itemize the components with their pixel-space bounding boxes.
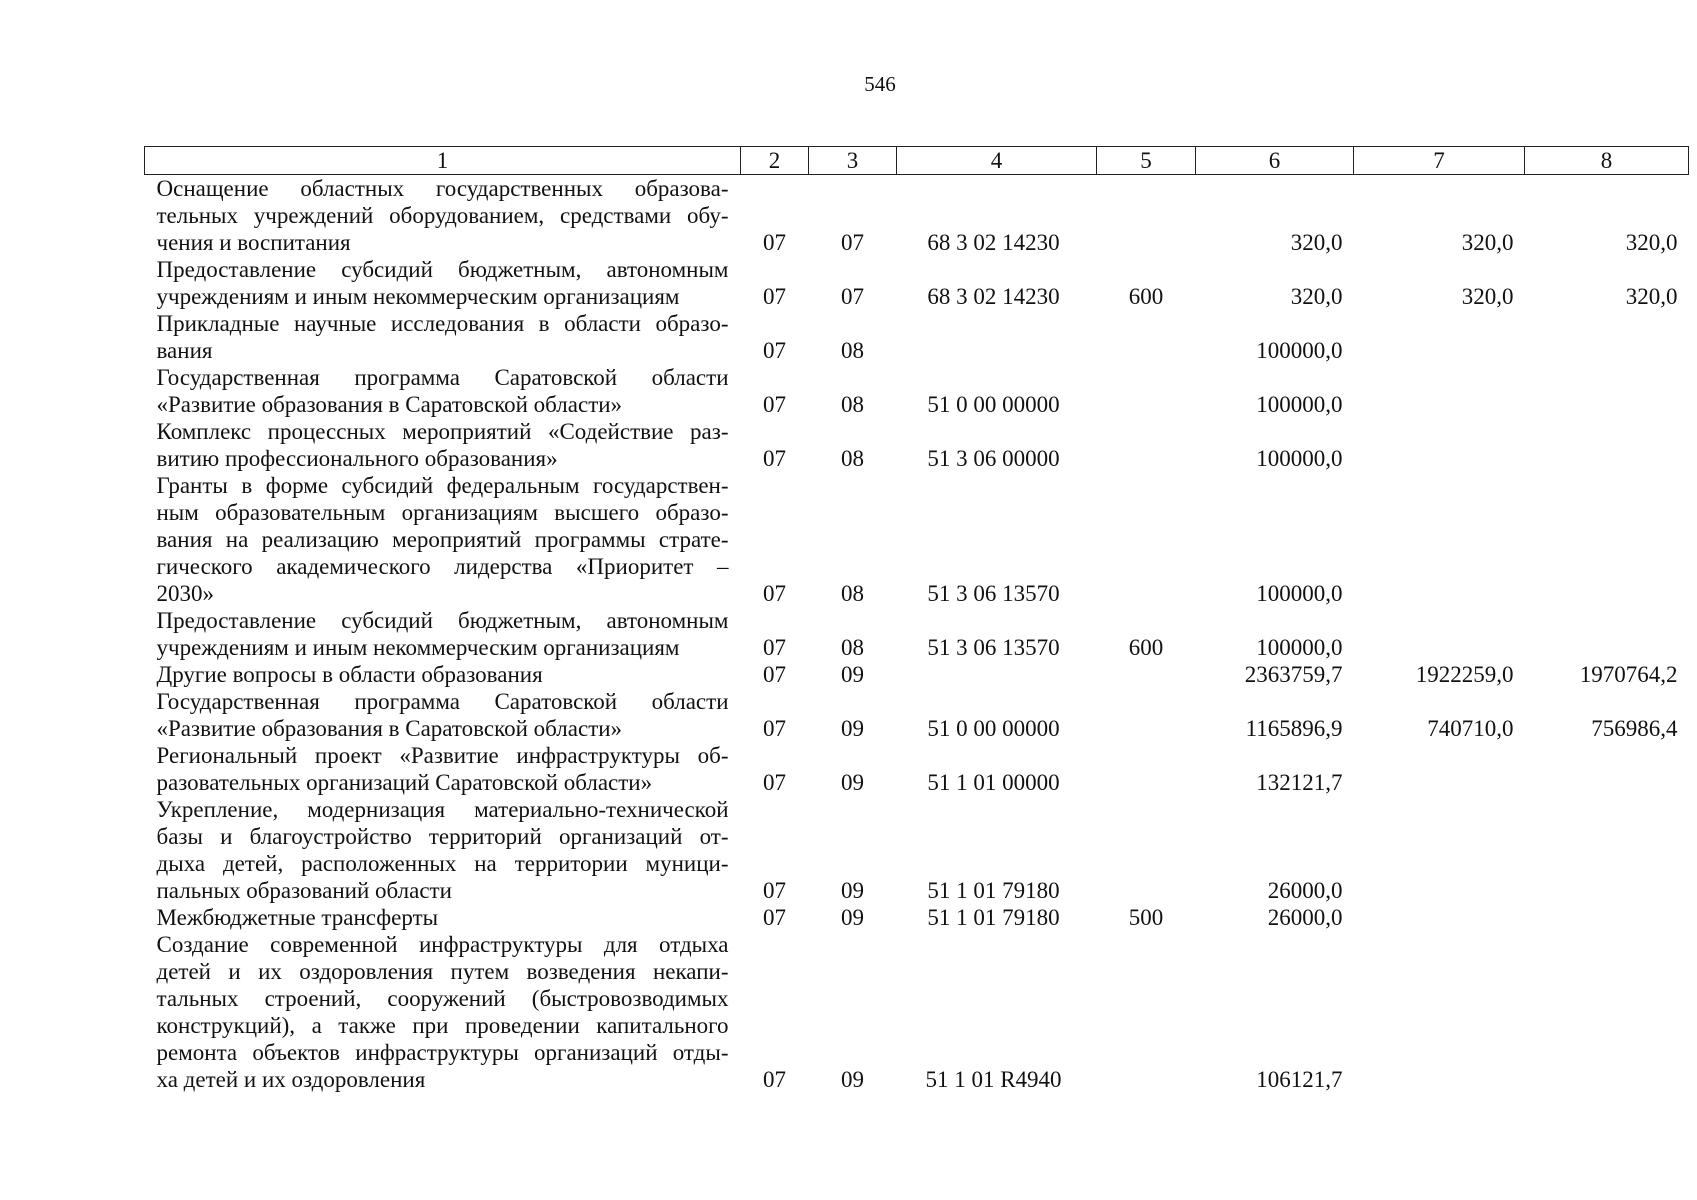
row-name-line: вания на реализацию мероприятий программы страте- <box>156 527 729 552</box>
cell-podrazdel: 09 <box>841 662 864 687</box>
cell-sum-col7 <box>1354 364 1525 418</box>
cell-target-article: 51 1 01 R4940 <box>925 1067 1062 1092</box>
cell-podrazdel: 07 <box>841 284 864 309</box>
header-col-3: 3 <box>809 147 897 175</box>
cell-razdel: 07 <box>763 905 786 930</box>
header-col-6: 6 <box>1196 147 1354 175</box>
row-name-line: Комплекс процессных мероприятий «Содействие раз- <box>156 419 729 444</box>
cell-sum-col7 <box>1354 418 1525 472</box>
cell-sum-col8 <box>1525 796 1689 904</box>
row-name-line: детей и их оздоровления путем возведения некапи- <box>156 959 729 984</box>
cell-podrazdel: 09 <box>841 716 864 741</box>
row-name <box>145 310 741 364</box>
cell-sum-col6: 1165896,9 <box>1245 716 1343 741</box>
table-row <box>145 607 1689 661</box>
row-name-line: Межбюджетные трансферты <box>156 905 439 930</box>
cell-sum-col7 <box>1354 931 1525 1093</box>
row-name <box>145 904 741 931</box>
cell-sum-col8: 320,0 <box>1625 230 1678 255</box>
row-name <box>145 796 741 904</box>
table-header <box>145 147 1689 175</box>
cell-target-article: 51 3 06 13570 <box>927 581 1060 606</box>
table-row <box>145 742 1689 796</box>
row-name-line: Предоставление субсидий бюджетным, автономным <box>156 257 729 282</box>
cell-expense-type <box>1097 310 1196 364</box>
row-name-line: Государственная программа Саратовской области <box>156 365 729 390</box>
cell-sum-col8 <box>1525 931 1689 1093</box>
row-name-line: Укрепление, модернизация материально-технической <box>156 797 729 822</box>
cell-sum-col7: 320,0 <box>1461 230 1514 255</box>
table-row <box>145 256 1689 310</box>
cell-sum-col6: 320,0 <box>1290 284 1343 309</box>
row-name-line: Другие вопросы в области образования <box>156 662 543 687</box>
cell-expense-type <box>1097 742 1196 796</box>
cell-podrazdel: 08 <box>841 446 864 471</box>
header-row <box>145 147 1689 175</box>
cell-sum-col6: 132121,7 <box>1256 770 1343 795</box>
cell-expense-type <box>1097 364 1196 418</box>
cell-expense-type <box>1097 472 1196 607</box>
cell-podrazdel: 09 <box>841 878 864 903</box>
cell-sum-col6: 106121,7 <box>1256 1067 1343 1092</box>
cell-sum-col8 <box>1525 742 1689 796</box>
cell-razdel: 07 <box>763 284 786 309</box>
row-name <box>145 364 741 418</box>
row-name-line: вания <box>156 338 213 363</box>
row-name <box>145 688 741 742</box>
row-name-line: тельных учреждений оборудованием, средствами обу- <box>156 203 729 228</box>
cell-podrazdel: 07 <box>841 230 864 255</box>
header-col-5: 5 <box>1097 147 1196 175</box>
cell-expense-type: 500 <box>1128 905 1164 930</box>
cell-razdel: 07 <box>763 1067 786 1092</box>
cell-sum-col7: 1922259,0 <box>1415 662 1514 687</box>
row-name-line: Региональный проект «Развитие инфраструктуры об- <box>156 743 729 768</box>
row-name <box>145 175 741 257</box>
cell-target-article: 51 1 01 79180 <box>927 905 1060 930</box>
table-row <box>145 418 1689 472</box>
table-row <box>145 310 1689 364</box>
row-name-line: 2030» <box>156 581 214 606</box>
cell-sum-col6: 100000,0 <box>1256 446 1343 471</box>
row-name-line: Прикладные научные исследования в области образо- <box>156 311 729 336</box>
cell-sum-col7: 320,0 <box>1461 284 1514 309</box>
cell-razdel: 07 <box>763 581 786 606</box>
cell-sum-col8: 1970764,2 <box>1579 662 1678 687</box>
table-body <box>145 175 1689 1094</box>
row-name-line: разовательных организаций Саратовской области» <box>156 770 653 795</box>
cell-target-article: 51 0 00 00000 <box>927 392 1060 417</box>
cell-razdel: 07 <box>763 230 786 255</box>
cell-sum-col6: 320,0 <box>1290 230 1343 255</box>
cell-sum-col8: 756986,4 <box>1591 716 1678 741</box>
row-name <box>145 418 741 472</box>
row-name-line: чения и воспитания <box>156 230 351 255</box>
row-name <box>145 742 741 796</box>
cell-sum-col6: 100000,0 <box>1256 635 1343 660</box>
row-name-line: «Развитие образования в Саратовской области» <box>156 392 623 417</box>
row-name-line: пальных образований области <box>156 878 452 903</box>
page-number: 546 <box>864 72 896 96</box>
cell-sum-col8 <box>1525 472 1689 607</box>
row-name-line: гического академического лидерства «Приоритет – <box>156 554 729 579</box>
table-row <box>145 796 1689 904</box>
table-row <box>145 688 1689 742</box>
row-name-line: ха детей и их оздоровления <box>156 1067 426 1092</box>
cell-sum-col8 <box>1525 364 1689 418</box>
table-row <box>145 175 1689 257</box>
cell-sum-col6: 26000,0 <box>1267 905 1343 930</box>
cell-podrazdel: 09 <box>841 1067 864 1092</box>
cell-target-article: 68 3 02 14230 <box>927 230 1060 255</box>
table-row <box>145 904 1689 931</box>
cell-sum-col7 <box>1354 607 1525 661</box>
cell-sum-col8 <box>1525 607 1689 661</box>
cell-sum-col6: 100000,0 <box>1256 581 1343 606</box>
cell-target-article: 68 3 02 14230 <box>927 284 1060 309</box>
cell-razdel: 07 <box>763 338 786 363</box>
cell-target-article: 51 0 00 00000 <box>927 716 1060 741</box>
cell-sum-col6: 26000,0 <box>1267 878 1343 903</box>
cell-target-article: 51 3 06 00000 <box>927 446 1060 471</box>
cell-expense-type <box>1097 661 1196 688</box>
cell-sum-col7 <box>1354 472 1525 607</box>
row-name-line: конструкций), а также при проведении капитального <box>156 1013 729 1038</box>
cell-sum-col6: 100000,0 <box>1256 392 1343 417</box>
row-name-line: «Развитие образования в Саратовской области» <box>156 716 623 741</box>
cell-target-article: 51 1 01 79180 <box>927 878 1060 903</box>
table-row <box>145 661 1689 688</box>
table-row <box>145 931 1689 1093</box>
row-name-line: базы и благоустройство территорий организаций от- <box>156 824 729 849</box>
cell-razdel: 07 <box>763 716 786 741</box>
cell-podrazdel: 08 <box>841 338 864 363</box>
row-name-line: Создание современной инфраструктуры для отдыха <box>156 932 729 957</box>
row-name <box>145 931 741 1093</box>
row-name-line: дыха детей, расположенных на территории муници- <box>156 851 729 876</box>
cell-sum-col7 <box>1354 796 1525 904</box>
header-col-1: 1 <box>145 147 741 175</box>
budget-table <box>144 146 1689 1093</box>
cell-target-article <box>897 310 1097 364</box>
row-name-line: ремонта объектов инфраструктуры организаций отды- <box>156 1040 729 1065</box>
row-name-line: Государственная программа Саратовской области <box>156 689 729 714</box>
table-row <box>145 472 1689 607</box>
row-name <box>145 607 741 661</box>
row-name <box>145 661 741 688</box>
cell-expense-type <box>1097 688 1196 742</box>
cell-sum-col6: 100000,0 <box>1256 338 1343 363</box>
row-name <box>145 472 741 607</box>
cell-expense-type: 600 <box>1128 284 1164 309</box>
cell-target-article <box>897 661 1097 688</box>
row-name-line: Гранты в форме субсидий федеральным государствен- <box>156 473 729 498</box>
cell-sum-col7: 740710,0 <box>1427 716 1514 741</box>
row-name-line: тальных строений, сооружений (быстровозводимых <box>156 986 729 1011</box>
cell-razdel: 07 <box>763 878 786 903</box>
cell-sum-col8 <box>1525 418 1689 472</box>
cell-target-article: 51 1 01 00000 <box>927 770 1060 795</box>
header-col-4: 4 <box>897 147 1097 175</box>
cell-expense-type <box>1097 931 1196 1093</box>
cell-expense-type <box>1097 175 1196 257</box>
cell-razdel: 07 <box>763 392 786 417</box>
cell-sum-col7 <box>1354 742 1525 796</box>
cell-razdel: 07 <box>763 635 786 660</box>
cell-expense-type <box>1097 796 1196 904</box>
cell-sum-col8 <box>1525 310 1689 364</box>
cell-razdel: 07 <box>763 770 786 795</box>
cell-podrazdel: 08 <box>841 581 864 606</box>
cell-podrazdel: 08 <box>841 635 864 660</box>
row-name-line: учреждениям и иным некоммерческим организациям <box>156 284 680 309</box>
row-name <box>145 256 741 310</box>
cell-target-article: 51 3 06 13570 <box>927 635 1060 660</box>
header-col-8: 8 <box>1525 147 1689 175</box>
cell-razdel: 07 <box>763 446 786 471</box>
cell-sum-col6: 2363759,7 <box>1244 662 1343 687</box>
cell-sum-col8: 320,0 <box>1625 284 1678 309</box>
row-name-line: витию профессионального образования» <box>156 446 558 471</box>
cell-sum-col7 <box>1354 904 1525 931</box>
header-col-7: 7 <box>1354 147 1525 175</box>
cell-expense-type <box>1097 418 1196 472</box>
cell-expense-type: 600 <box>1128 635 1164 660</box>
cell-podrazdel: 09 <box>841 905 864 930</box>
table-row <box>145 364 1689 418</box>
cell-podrazdel: 08 <box>841 392 864 417</box>
row-name-line: Предоставление субсидий бюджетным, автономным <box>156 608 729 633</box>
row-name-line: ным образовательным организациям высшего образо- <box>156 500 729 525</box>
row-name-line: Оснащение областных государственных образова- <box>156 176 729 201</box>
cell-razdel: 07 <box>763 662 786 687</box>
cell-sum-col7 <box>1354 310 1525 364</box>
header-col-2: 2 <box>741 147 809 175</box>
cell-podrazdel: 09 <box>841 770 864 795</box>
row-name-line: учреждениям и иным некоммерческим организациям <box>156 635 680 660</box>
cell-sum-col8 <box>1525 904 1689 931</box>
